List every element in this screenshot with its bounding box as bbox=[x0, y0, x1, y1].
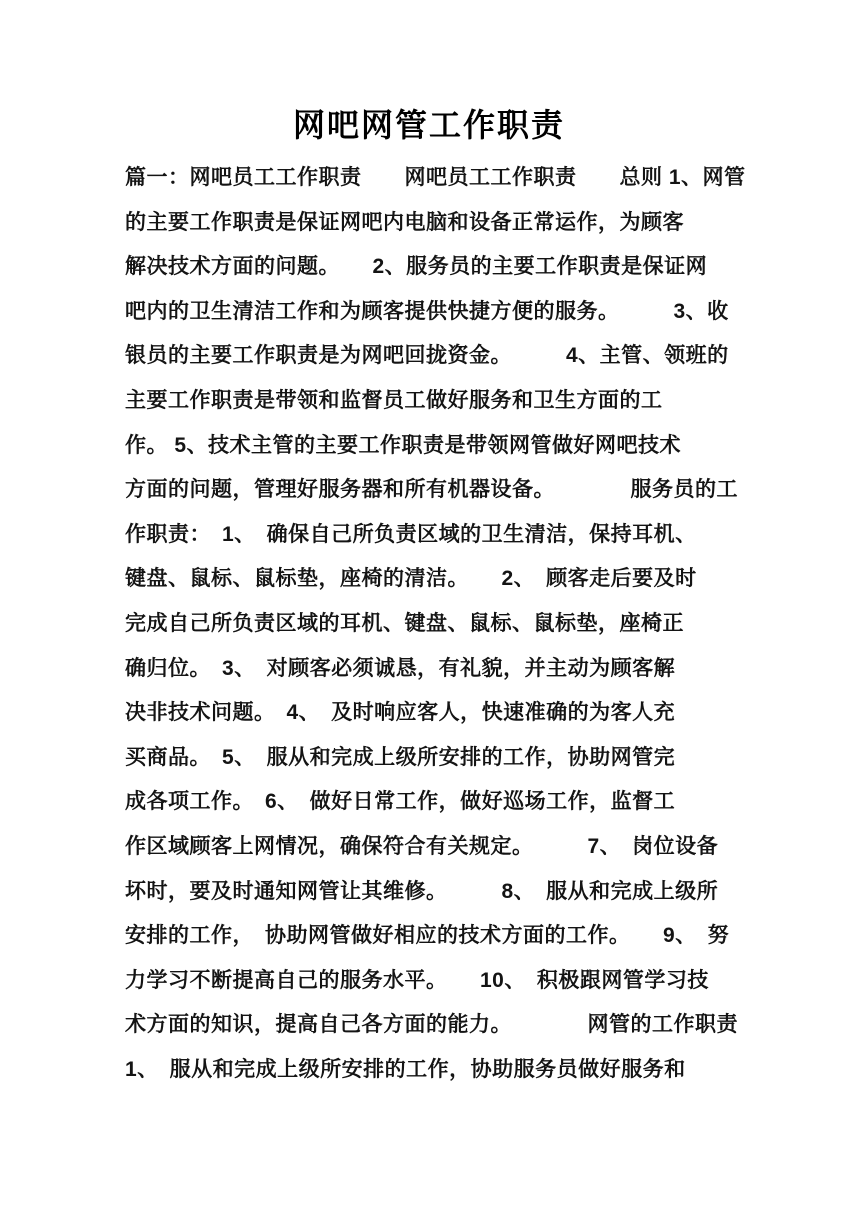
text-line: 完成自己所负责区域的耳机、键盘、鼠标、鼠标垫，座椅正 bbox=[125, 611, 684, 635]
text-line: 方面的问题，管理好服务器和所有机器设备。 服务员的工 bbox=[125, 478, 738, 502]
document-body bbox=[125, 156, 805, 1092]
text-line: 作。 5、技术主管的主要工作职责是带领网管做好网吧技术 bbox=[125, 433, 682, 457]
text-line: 作区域顾客上网情况，确保符合有关规定。 7、 岗位设备 bbox=[125, 834, 719, 858]
text-line: 成各项工作。 6、 做好日常工作，做好巡场工作，监督工 bbox=[125, 790, 676, 814]
text-line: 主要工作职责是带领和监督员工做好服务和卫生方面的工 bbox=[125, 388, 663, 412]
text-line: 1、 服从和完成上级所安排的工作，协助服务员做好服务和 bbox=[125, 1057, 686, 1081]
text-line: 的主要工作职责是保证网吧内电脑和设备正常运作，为顾客 bbox=[125, 210, 684, 234]
text-line: 解决技术方面的问题。 2、服务员的主要工作职责是保证网 bbox=[125, 255, 708, 279]
text-line: 决非技术问题。 4、 及时响应客人，快速准确的为客人充 bbox=[125, 701, 676, 725]
text-line: 作职责： 1、 确保自己所负责区域的卫生清洁，保持耳机、 bbox=[125, 522, 697, 546]
text-line: 银员的主要工作职责是为网吧回拢资金。 4、主管、领班的 bbox=[125, 344, 729, 368]
document-title: 网吧网管工作职责 bbox=[292, 107, 565, 143]
text-line: 安排的工作， 协助网管做好相应的技术方面的工作。 9、 努 bbox=[125, 924, 730, 948]
text-line: 买商品。 5、 服从和完成上级所安排的工作，协助网管完 bbox=[125, 745, 676, 769]
text-line: 键盘、鼠标、鼠标垫，座椅的清洁。 2、 顾客走后要及时 bbox=[125, 567, 697, 591]
text-line: 坏时，要及时通知网管让其维修。 8、 服从和完成上级所 bbox=[125, 879, 719, 903]
text-line: 力学习不断提高自己的服务水平。 10、 积极跟网管学习技 bbox=[125, 968, 709, 992]
text-line: 吧内的卫生清洁工作和为顾客提供快捷方便的服务。 3、收 bbox=[125, 299, 729, 323]
text-line: 确归位。 3、 对顾客必须诚恳，有礼貌，并主动为顾客解 bbox=[125, 656, 676, 680]
text-line: 篇一：网吧员工工作职责 网吧员工工作职责 总则 1、网管 bbox=[125, 166, 746, 189]
text-line: 术方面的知识，提高自己各方面的能力。 网管的工作职责 bbox=[125, 1013, 738, 1037]
